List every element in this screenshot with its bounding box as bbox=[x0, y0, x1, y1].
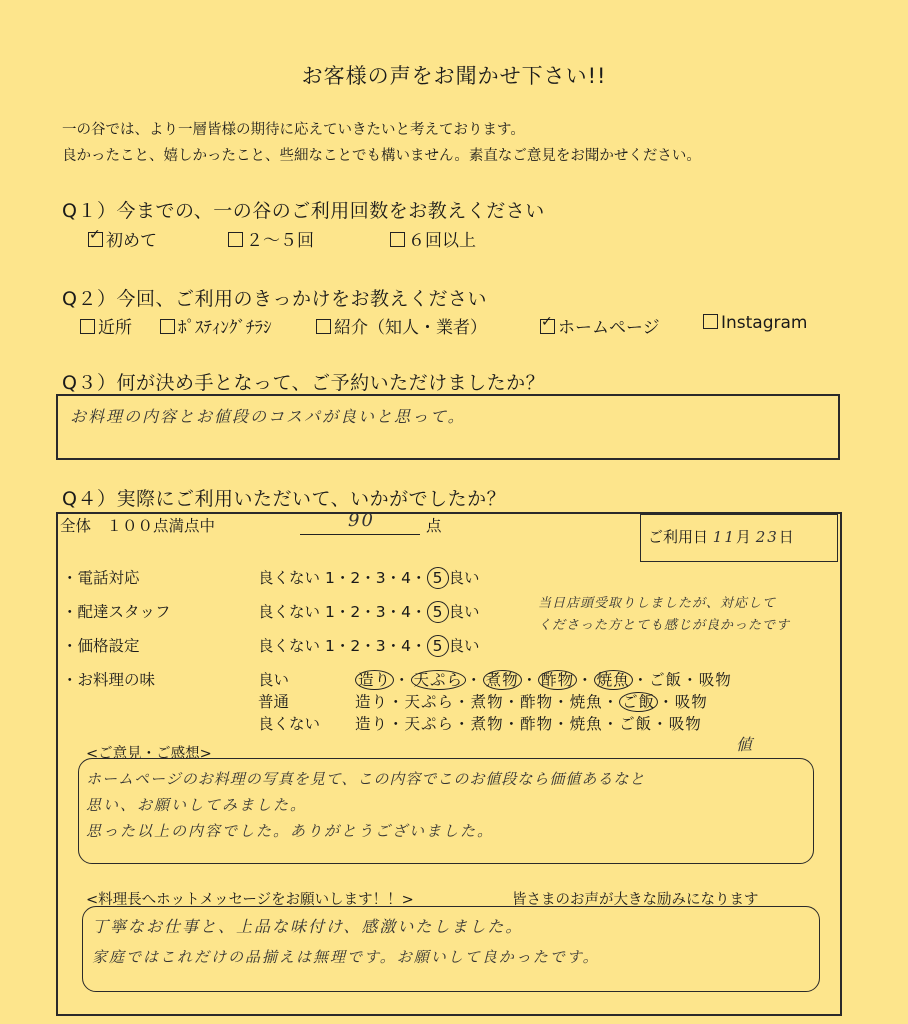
scale-4[interactable]: 4 bbox=[401, 603, 411, 621]
checkbox-icon[interactable] bbox=[228, 232, 243, 247]
opinions-line-3: 思った以上の内容でした。ありがとうございました。 bbox=[86, 822, 495, 840]
checkbox-checked-icon[interactable] bbox=[88, 232, 103, 247]
scale-1[interactable]: 1 bbox=[324, 569, 335, 587]
taste-item[interactable]: 吸物 bbox=[668, 715, 702, 733]
taste-row-good[interactable]: 造り ・ 天ぷら ・ 煮物 ・ 酢物 ・ 焼魚 ・ご飯・吸物 bbox=[355, 668, 732, 690]
intro-line-2: 良かったこと、嬉しかったこと、些細なことでも構いません。素直なご意見をお聞かせください。 bbox=[62, 148, 701, 164]
scale-3[interactable]: 3 bbox=[375, 637, 386, 655]
rating-label: ・電話対応 bbox=[62, 569, 140, 587]
scale-low: 良くない bbox=[258, 637, 321, 655]
rating-scale[interactable]: 良くない 1・2・3・4・ 5 良い bbox=[258, 603, 480, 621]
option-label: Instagram bbox=[721, 313, 808, 333]
taste-item[interactable]: 吸物 bbox=[674, 693, 708, 711]
month-unit: 月 bbox=[735, 528, 751, 546]
scale-low: 良くない bbox=[258, 603, 321, 621]
taste-row-normal[interactable]: 造り・天ぷら・煮物・酢物・焼魚・ ご飯 ・吸物 bbox=[355, 693, 708, 711]
q3-question: Q３）何が決め手となって、ご予約いただけましたか？ bbox=[62, 372, 546, 394]
checkbox-icon[interactable] bbox=[160, 319, 175, 334]
day-unit: 日 bbox=[778, 528, 794, 546]
option-label: 近所 bbox=[98, 318, 132, 338]
option-label: 初めて bbox=[106, 231, 157, 251]
scale-3[interactable]: 3 bbox=[375, 603, 386, 621]
taste-level-good: 良い bbox=[258, 671, 290, 689]
q2-option-flyer[interactable] bbox=[160, 313, 272, 338]
scale-5-selected[interactable]: 5 bbox=[427, 601, 449, 623]
scale-5-selected[interactable]: 5 bbox=[427, 635, 449, 657]
checkbox-icon[interactable] bbox=[316, 319, 331, 334]
chef-line-1: 丁寧なお仕事と、上品な味付け、感激いたしました。 bbox=[92, 917, 524, 936]
taste-level-normal: 普通 bbox=[258, 693, 290, 711]
q2-option-instagram[interactable] bbox=[703, 313, 808, 333]
taste-item-circled[interactable]: 造り bbox=[355, 670, 394, 690]
rating-scale[interactable]: 良くない 1・2・3・4・ 5 良い bbox=[258, 569, 480, 587]
scale-3[interactable]: 3 bbox=[375, 569, 386, 587]
taste-item[interactable]: 天ぷら bbox=[404, 693, 455, 711]
overall-score[interactable]: 90 bbox=[348, 510, 375, 531]
taste-label: ・お料理の味 bbox=[62, 671, 156, 689]
taste-item[interactable]: 吸物 bbox=[698, 671, 732, 689]
taste-item[interactable]: 天ぷら bbox=[404, 715, 455, 733]
option-label: ﾎﾟｽﾃｨﾝｸﾞﾁﾗｼ bbox=[178, 318, 272, 338]
q2-question: Q２）今回、ご利用のきっかけをお教えください bbox=[62, 288, 487, 310]
scale-high: 良い bbox=[448, 569, 480, 587]
taste-item[interactable]: 煮物 bbox=[470, 693, 504, 711]
q2-option-homepage[interactable] bbox=[540, 313, 660, 338]
q1-option-6plus[interactable] bbox=[390, 226, 476, 251]
opinions-line-2: 思い、お願いしてみました。 bbox=[86, 796, 308, 814]
intro-line-1: 一の谷では、より一層皆様の期待に応えていきたいと考えております。 bbox=[62, 122, 525, 138]
page-title: お客様の声をお聞かせ下さい!! bbox=[301, 64, 607, 88]
scale-1[interactable]: 1 bbox=[324, 637, 335, 655]
taste-item-circled[interactable]: ご飯 bbox=[619, 692, 658, 712]
q1-option-2-5[interactable] bbox=[228, 226, 314, 251]
taste-item[interactable]: 造り bbox=[355, 693, 389, 711]
taste-level-bad: 良くない bbox=[258, 715, 321, 733]
taste-item-circled[interactable]: 焼魚 bbox=[594, 670, 633, 690]
scale-5-selected[interactable]: 5 bbox=[427, 567, 449, 589]
scale-4[interactable]: 4 bbox=[401, 569, 411, 587]
q1-option-first[interactable] bbox=[88, 226, 157, 251]
score-underline bbox=[300, 534, 420, 535]
rating-label: ・価格設定 bbox=[62, 637, 140, 655]
staff-note-line-1: 当日店頭受取りしましたが、対応して bbox=[538, 596, 777, 611]
opinions-line-1: ホームページのお料理の写真を見て、この内容でこのお値段なら価値あるなと bbox=[86, 770, 646, 788]
staff-note-line-2: くださった方とても感じが良かったです bbox=[538, 618, 791, 633]
chef-header: <料理長へホットメッセージをお願いします！！> bbox=[86, 892, 414, 908]
chef-header-right: 皆さまのお声が大きな励みになります bbox=[512, 892, 759, 908]
scale-2[interactable]: 2 bbox=[350, 637, 361, 655]
q1-question: Q１）今までの、一の谷のご利用回数をお教えください bbox=[62, 200, 545, 222]
option-label: 紹介（知人・業者） bbox=[334, 318, 487, 338]
taste-item[interactable]: 造り bbox=[355, 715, 389, 733]
scale-2[interactable]: 2 bbox=[350, 569, 361, 587]
scale-low: 良くない bbox=[258, 569, 321, 587]
overall-label: 全体 １００点満点中 bbox=[60, 517, 216, 535]
q4-question: Q４）実際にご利用いただいて、いかがでしたか？ bbox=[62, 488, 507, 510]
scale-4[interactable]: 4 bbox=[401, 637, 411, 655]
option-label: ホームページ bbox=[558, 318, 660, 338]
taste-item[interactable]: 煮物 bbox=[470, 715, 504, 733]
option-label: ２～５回 bbox=[246, 231, 314, 251]
chef-line-2: 家庭ではこれだけの品揃えは無理です。お願いして良かったです。 bbox=[92, 948, 600, 966]
taste-item[interactable]: 焼魚 bbox=[569, 715, 603, 733]
rating-scale[interactable]: 良くない 1・2・3・4・ 5 良い bbox=[258, 637, 480, 655]
overall-unit: 点 bbox=[426, 517, 442, 535]
opinions-correction: 値 bbox=[736, 735, 755, 754]
taste-item[interactable]: 酢物 bbox=[520, 715, 554, 733]
checkbox-icon[interactable] bbox=[390, 232, 405, 247]
date-month: 11 bbox=[712, 528, 736, 546]
rating-label: ・配達スタッフ bbox=[62, 603, 171, 621]
q3-answer: お料理の内容とお値段のコスパが良いと思って。 bbox=[70, 407, 466, 426]
option-label: ６回以上 bbox=[408, 231, 476, 251]
scale-high: 良い bbox=[448, 637, 480, 655]
taste-item[interactable]: 焼魚 bbox=[569, 693, 603, 711]
date-label: ご利用日 bbox=[648, 528, 709, 546]
taste-item-circled[interactable]: 煮物 bbox=[483, 670, 522, 690]
q2-option-neighborhood[interactable] bbox=[80, 313, 132, 338]
scale-1[interactable]: 1 bbox=[324, 603, 335, 621]
taste-item[interactable]: ご飯 bbox=[649, 671, 683, 689]
taste-item[interactable]: ご飯 bbox=[619, 715, 653, 733]
date-field[interactable] bbox=[648, 526, 794, 547]
checkbox-icon[interactable] bbox=[703, 314, 718, 329]
taste-item-circled[interactable]: 酢物 bbox=[538, 670, 577, 690]
date-day: 23 bbox=[755, 528, 779, 546]
scale-high: 良い bbox=[448, 603, 480, 621]
taste-item-circled[interactable]: 天ぷら bbox=[411, 670, 467, 690]
scale-2[interactable]: 2 bbox=[350, 603, 361, 621]
taste-row-bad[interactable]: 造り・天ぷら・煮物・酢物・焼魚・ご飯・吸物 bbox=[355, 715, 702, 733]
checkbox-checked-icon[interactable] bbox=[540, 319, 555, 334]
checkbox-icon[interactable] bbox=[80, 319, 95, 334]
opinions-header: <ご意見・ご感想> bbox=[86, 746, 212, 762]
taste-item[interactable]: 酢物 bbox=[520, 693, 554, 711]
q2-option-referral[interactable] bbox=[316, 313, 487, 338]
